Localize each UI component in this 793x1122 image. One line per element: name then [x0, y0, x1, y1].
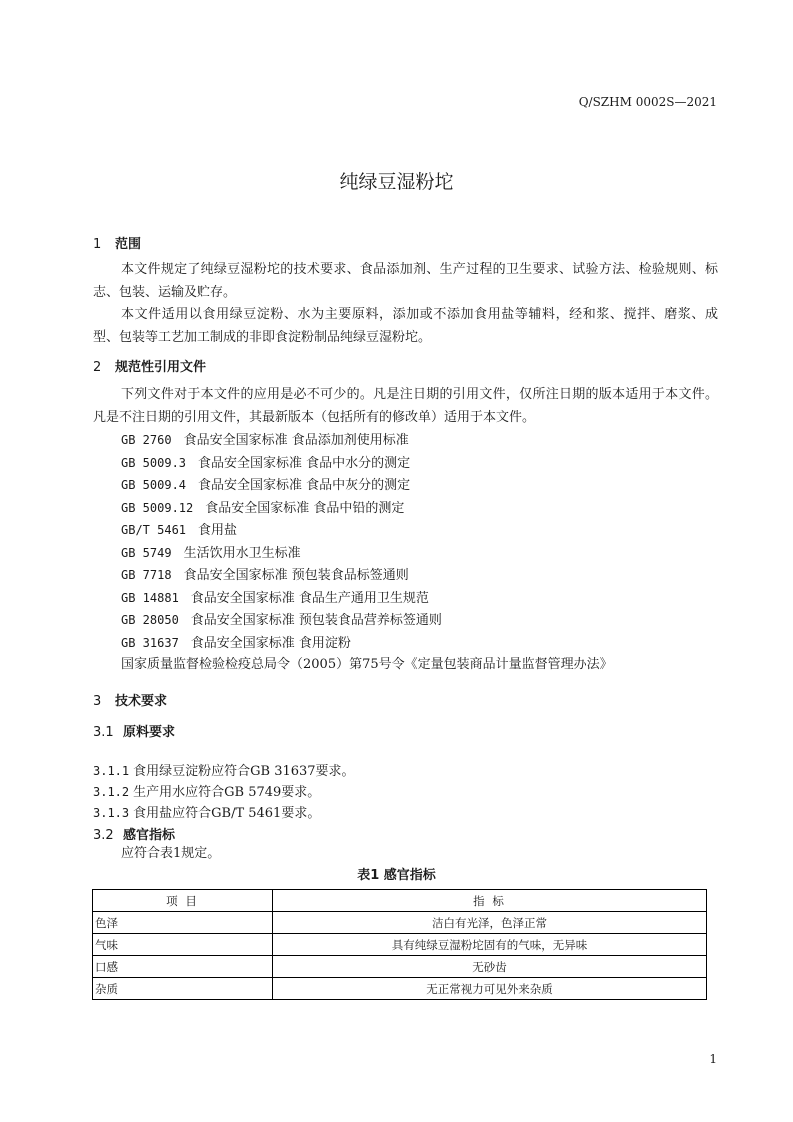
- section-title: 规范性引用文件: [115, 360, 207, 375]
- reference-code: GB 5749: [121, 545, 172, 560]
- header-indicator: 指 标: [273, 890, 707, 912]
- reference-name: 食用盐: [198, 523, 238, 538]
- section-1-paragraph-1: 本文件规定了纯绿豆湿粉坨的技术要求、食品添加剂、生产过程的卫生要求、试验方法、检验规则、标志、包装、运输及贮存。: [93, 262, 718, 300]
- section-number: 2: [93, 360, 102, 375]
- cell-item: 色泽: [93, 912, 273, 934]
- table-row: [93, 912, 707, 934]
- reference-name: 食品安全国家标准 食品添加剂使用标准: [183, 433, 409, 448]
- page-number: 1: [709, 1052, 717, 1066]
- clause-number: 3.1.1: [93, 764, 130, 778]
- reference-code: GB 14881: [121, 590, 179, 605]
- clause-item: [93, 803, 718, 824]
- section-3-heading: [93, 690, 718, 709]
- table-1-title: 表1 感官指标: [357, 868, 436, 883]
- subsection-3-1-heading: [93, 721, 718, 740]
- cell-item: 杂质: [93, 978, 273, 1000]
- standard-number: Q/SZHM 0002S—2021: [578, 95, 717, 109]
- reference-item: [93, 452, 718, 475]
- reference-name: 食品安全国家标准 预包装食品营养标签通则: [190, 613, 442, 628]
- cell-indicator: 无砂齿: [273, 956, 707, 978]
- reference-name: 食品安全国家标准 食品中铅的测定: [205, 500, 405, 516]
- reference-item: [93, 429, 718, 452]
- cell-item: 气味: [93, 934, 273, 956]
- reference-name: 食品安全国家标准 食品生产通用卫生规范: [190, 590, 429, 606]
- table-row: [93, 934, 707, 956]
- section-number: 1: [93, 237, 102, 252]
- subsection-3-2-heading: [93, 824, 718, 843]
- section-title: 范围: [115, 237, 142, 252]
- reference-item: [93, 474, 718, 497]
- table-row: [93, 956, 707, 978]
- subsection-3-2-paragraph: 应符合表1规定。: [121, 846, 221, 861]
- reference-name: 食品安全国家标准 食品中灰分的测定: [198, 478, 411, 493]
- clause-text: 食用盐应符合GB/T 5461要求。: [133, 806, 321, 821]
- reference-name: 食品安全国家标准 预包装食品标签通则: [183, 568, 409, 583]
- section-1-heading: [93, 233, 718, 252]
- reference-code: GB 7718: [121, 568, 172, 582]
- clause-item: [93, 761, 718, 782]
- clause-number: 3.1.3: [93, 806, 130, 820]
- clause-text: 食用绿豆淀粉应符合GB 31637要求。: [133, 764, 355, 779]
- reference-item: [93, 497, 718, 520]
- table-row: [93, 978, 707, 1000]
- cell-indicator: 洁白有光泽，色泽正常: [273, 912, 707, 934]
- reference-list: [93, 429, 718, 677]
- clause-text: 生产用水应符合GB 5749要求。: [133, 785, 321, 800]
- subsection-title: 原料要求: [123, 725, 176, 740]
- section-1-paragraph-2: 本文件适用以食用绿豆淀粉、水为主要原料，添加或不添加食用盐等辅料，经和浆、搅拌、磨浆、成型、包装等工艺加工制成的非即食淀粉制品纯绿豆湿粉坨。: [93, 307, 718, 345]
- clause-number: 3.1.2: [93, 785, 130, 799]
- reference-item: [93, 564, 718, 587]
- reference-item: [93, 519, 718, 542]
- reference-code: GB 28050: [121, 613, 179, 627]
- section-number: 3: [93, 694, 102, 709]
- reference-item: [93, 632, 718, 655]
- reference-item: [93, 542, 718, 565]
- section-title: 技术要求: [115, 694, 168, 709]
- subsection-number: 3.2: [93, 828, 114, 843]
- sensory-table: [92, 889, 707, 1000]
- subsection-number: 3.1: [93, 725, 114, 740]
- reference-code: GB 5009.3: [121, 455, 187, 470]
- table-header-row: [93, 890, 707, 912]
- reference-code: GB/T 5461: [121, 523, 187, 537]
- section-2-heading: [93, 356, 718, 375]
- cell-item: 口感: [93, 956, 273, 978]
- reference-item-regulation: 国家质量监督检验检疫总局令（2005）第75号令《定量包装商品计量监督管理办法》: [121, 657, 613, 672]
- reference-code: GB 5009.4: [121, 478, 187, 492]
- section-2-paragraph-1: 下列文件对于本文件的应用是必不可少的。凡是注日期的引用文件，仅所注日期的版本适用于本文件。凡是不注日期的引用文件，其最新版本（包括所有的修改单）适用于本文件。: [93, 387, 718, 425]
- reference-code: GB 5009.12: [121, 500, 194, 515]
- document-title: 纯绿豆湿粉坨: [339, 171, 454, 193]
- clause-item: [93, 782, 718, 803]
- reference-name: 生活饮用水卫生标准: [183, 545, 301, 561]
- reference-code: GB 2760: [121, 433, 172, 447]
- reference-code: GB 31637: [121, 635, 179, 650]
- header-item: 项 目: [93, 890, 273, 912]
- cell-indicator: 具有纯绿豆湿粉坨固有的气味，无异味: [273, 934, 707, 956]
- raw-material-clauses: [93, 761, 718, 824]
- reference-name: 食品安全国家标准 食用淀粉: [190, 635, 351, 651]
- subsection-title: 感官指标: [123, 828, 176, 843]
- reference-item: [93, 609, 718, 632]
- cell-indicator: 无正常视力可见外来杂质: [273, 978, 707, 1000]
- reference-name: 食品安全国家标准 食品中水分的测定: [198, 455, 411, 471]
- reference-item: [93, 587, 718, 610]
